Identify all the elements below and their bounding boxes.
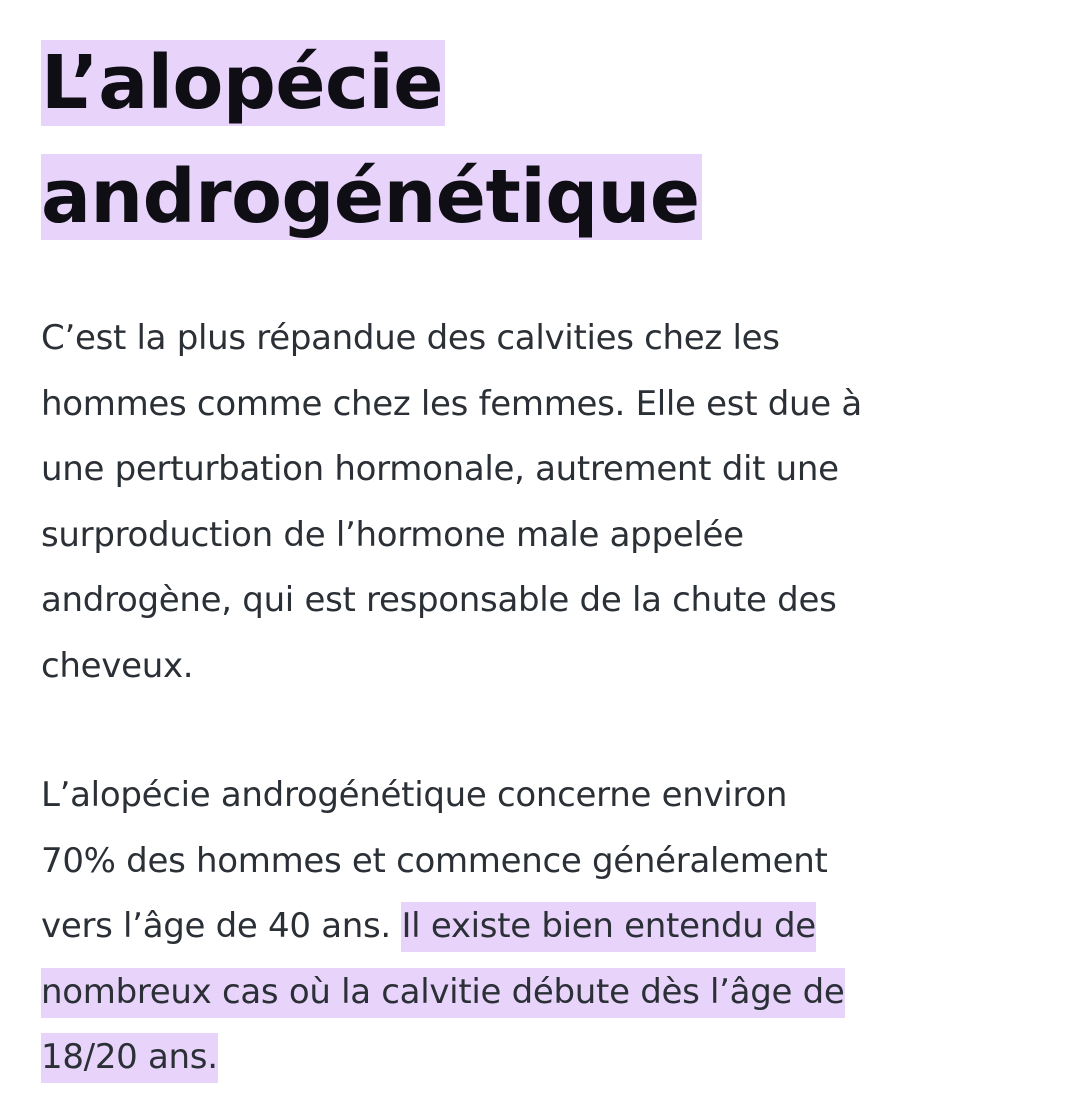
highlighted-line: 18/20 ans. (41, 1037, 218, 1077)
title-line-2: androgénétique (41, 154, 700, 240)
highlighted-line: nombreux cas où la calvitie débute dès l’âge de (41, 971, 845, 1012)
article-title (41, 26, 1051, 254)
article (41, 26, 1051, 1091)
paragraph-intro (41, 306, 1051, 699)
highlighted-line: Il existe bien entendu de (401, 906, 816, 946)
title-highlight (41, 40, 702, 240)
paragraph-line: hommes comme chez les femmes. Elle est due à (41, 383, 862, 424)
paragraph-line: une perturbation hormonale, autrement dit une (41, 449, 839, 489)
paragraph-statistics (41, 763, 1051, 1091)
paragraph-line: L’alopécie androgénétique concerne environ (41, 775, 788, 815)
paragraph-line: C’est la plus répandue des calvities chez les (41, 318, 780, 358)
paragraph-line: vers l’âge de 40 ans. (41, 906, 402, 946)
paragraph-line: cheveux. (41, 645, 194, 686)
paragraph-line: 70% des hommes et commence généralement (41, 840, 828, 881)
paragraph-line: androgène, qui est responsable de la chute des (41, 580, 837, 620)
paragraph-line: surproduction de l’hormone male appelée (41, 514, 744, 555)
title-line-1: L’alopécie (41, 40, 443, 126)
